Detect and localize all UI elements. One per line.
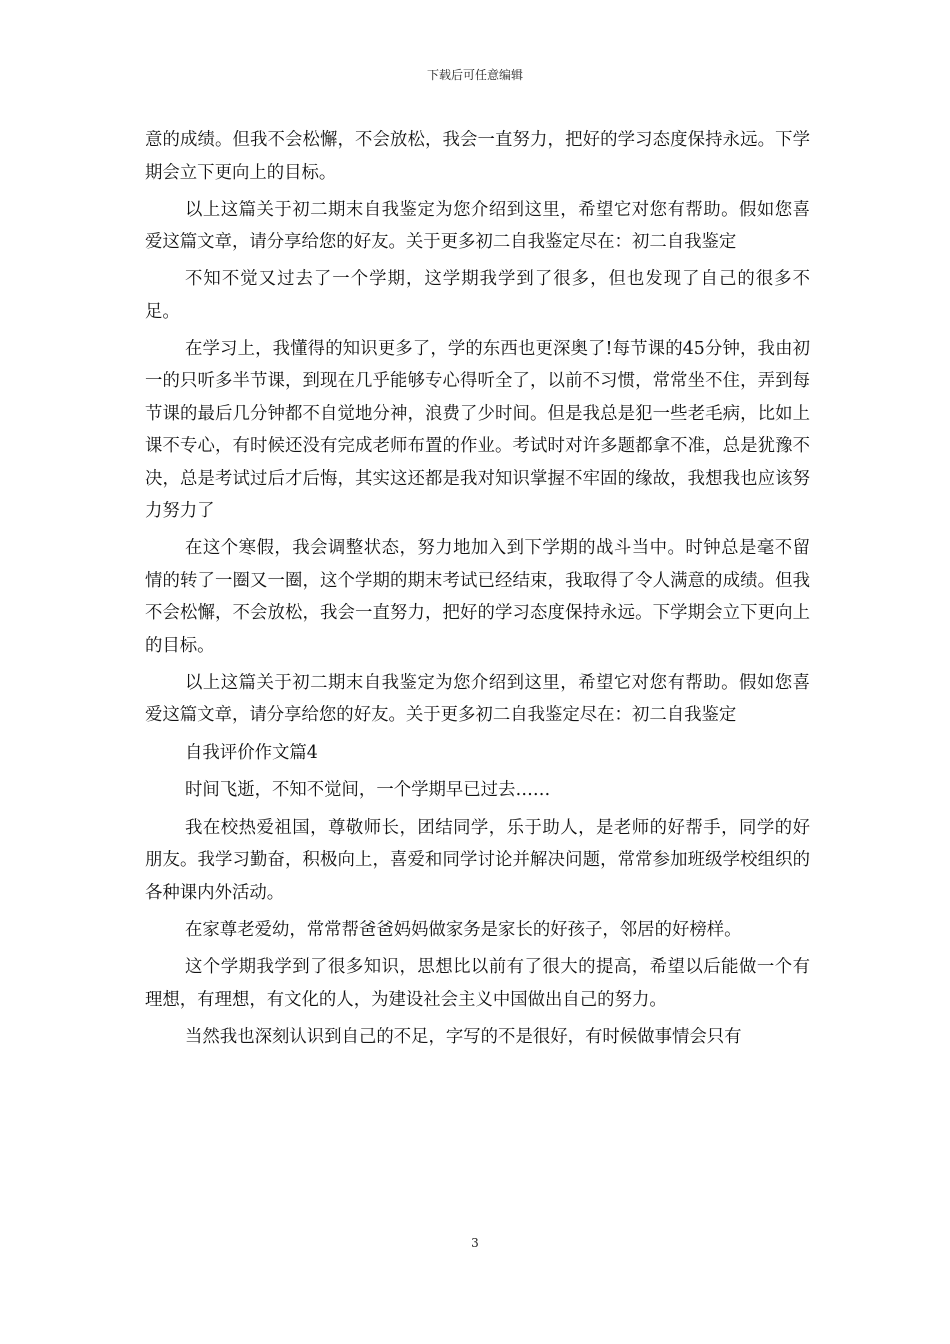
document-body [145,124,810,1058]
page-number: 3 [471,1236,479,1250]
paragraph-school: 我在校热爱祖国，尊敬师长，团结同学，乐于助人，是老师的好帮手，同学的好朋友。我学习勤奋，积极向上，喜爱和同学讨论并解决问题，常常参加班级学校组织的各种课内外活动。 [145,817,810,903]
paragraph-closing-note-2: 以上这篇关于初二期末自我鉴定为您介绍到这里，希望它对您有帮助。假如您喜爱这篇文章，请分享给您的好友。关于更多初二自我鉴定尽在：初二自我鉴定 [145,672,810,726]
paragraph-time-flies: 时间飞逝，不知不觉间，一个学期早已过去…… [185,780,551,801]
paragraph-continuation: 意的成绩。但我不会松懈，不会放松，我会一直努力，把好的学习态度保持永远。下学期会立下更向上的目标。 [145,130,810,183]
paragraph-winter-break: 在这个寒假，我会调整状态，努力地加入到下学期的战斗当中。时钟总是毫不留情的转了一圈又一圈，这个学期的期末考试已经结束，我取得了令人满意的成绩。但我不会松懈，不会放松，我会一直努力，把好的学习态度保持永远。下学期会立下更向上的目标。 [145,538,810,656]
section-heading: 自我评价作文篇4 [185,742,318,763]
paragraph-home: 在家尊老爱幼，常常帮爸爸妈妈做家务是家长的好孩子，邻居的好榜样。 [185,920,742,941]
page-header: 下载后可任意编辑 [426,68,523,82]
paragraph-intro: 不知不觉又过去了一个学期，这学期我学到了很多，但也发现了自己的很多不足。 [145,269,810,322]
paragraph-study: 在学习上，我懂得的知识更多了，学的东西也更深奥了!每节课的45分钟，我由初一的只听多半节课，到现在几乎能够专心得听全了，以前不习惯，常常坐不住，弄到每节课的最后几分钟都不自觉地分神，浪费了少时间。但是我总是犯一些老毛病，比如上课不专心，有时候还没有完成老师布置的作业。考试时对许多题都拿不准，总是犹豫不决，总是考试过后才后悔，其实这还都是我对知识掌握不牢固的缘故，我想我也应该努力努力了 [145,338,810,522]
paragraph-knowledge: 这个学期我学到了很多知识，思想比以前有了很大的提高，希望以后能做一个有理想，有理想，有文化的人，为建设社会主义中国做出自己的努力。 [145,957,810,1010]
paragraph-shortcomings: 当然我也深刻认识到自己的不足，字写的不是很好，有时候做事情会只有 [185,1026,742,1047]
paragraph-closing-note: 以上这篇关于初二期末自我鉴定为您介绍到这里，希望它对您有帮助。假如您喜爱这篇文章，请分享给您的好友。关于更多初二自我鉴定尽在：初二自我鉴定 [145,199,810,253]
